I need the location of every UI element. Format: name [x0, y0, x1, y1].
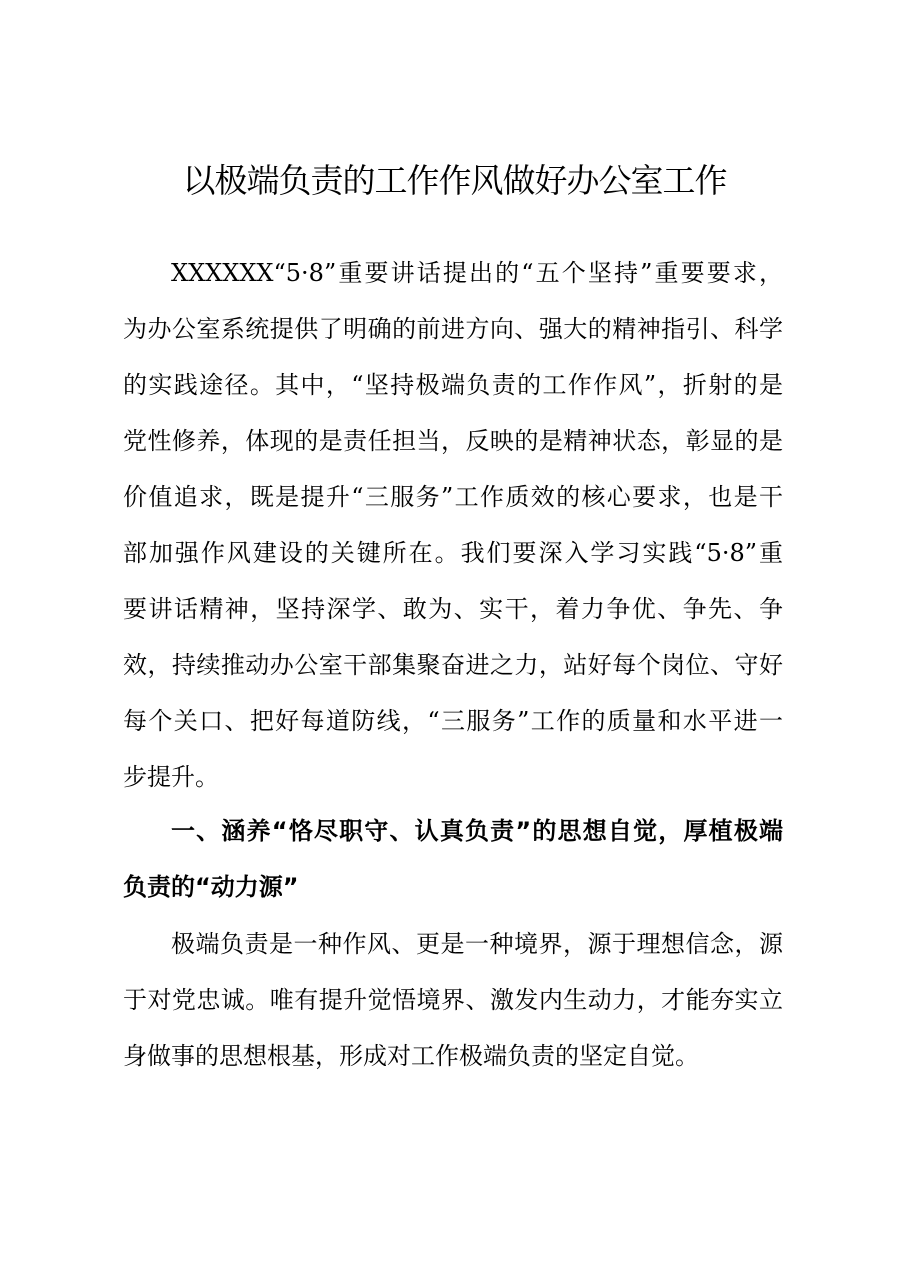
heading-line: 负责的“动力源”	[123, 873, 299, 901]
paragraph-line: 身做事的思想根基，形成对工作极端负责的坚定自觉。	[123, 1042, 699, 1070]
paragraph-line: 步提升。	[123, 763, 219, 791]
paragraph-line: 党性修养，体现的是责任担当，反映的是精神状态，彰显的是	[123, 427, 783, 455]
paragraph-line: 极端负责是一种作风、更是一种境界，源于理想信念，源	[171, 930, 783, 958]
heading-line: 一、涵养“恪尽职守、认真负责”的思想自觉，厚植极端	[171, 817, 783, 845]
paragraph-line: 价值追求，既是提升“三服务”工作质效的核心要求，也是干	[123, 483, 783, 511]
paragraph-intro	[123, 245, 783, 805]
paragraph-line: 每个关口、把好每道防线，“三服务”工作的质量和水平进一	[123, 707, 783, 735]
paragraph-line: 的实践途径。其中，“坚持极端负责的工作作风”，折射的是	[123, 371, 783, 399]
paragraph-line: 于对党忠诚。唯有提升觉悟境界、激发内生动力，才能夯实立	[123, 986, 783, 1014]
paragraph-line: 为办公室系统提供了明确的前进方向、强大的精神指引、科学	[123, 315, 783, 343]
paragraph-line: XXXXXX“5·8”重要讲话提出的“五个坚持”重要要求，	[171, 259, 783, 287]
paragraph-section-1	[123, 916, 783, 1084]
paragraph-line: 要讲话精神，坚持深学、敢为、实干，着力争优、争先、争	[123, 595, 783, 623]
paragraph-line: 效，持续推动办公室干部集聚奋进之力，站好每个岗位、守好	[123, 651, 783, 679]
paragraph-line: 部加强作风建设的关键所在。我们要深入学习实践“5·8”重	[123, 539, 783, 567]
document-title: 以极端负责的工作作风做好办公室工作	[182, 161, 727, 200]
section-heading-1	[123, 803, 783, 915]
